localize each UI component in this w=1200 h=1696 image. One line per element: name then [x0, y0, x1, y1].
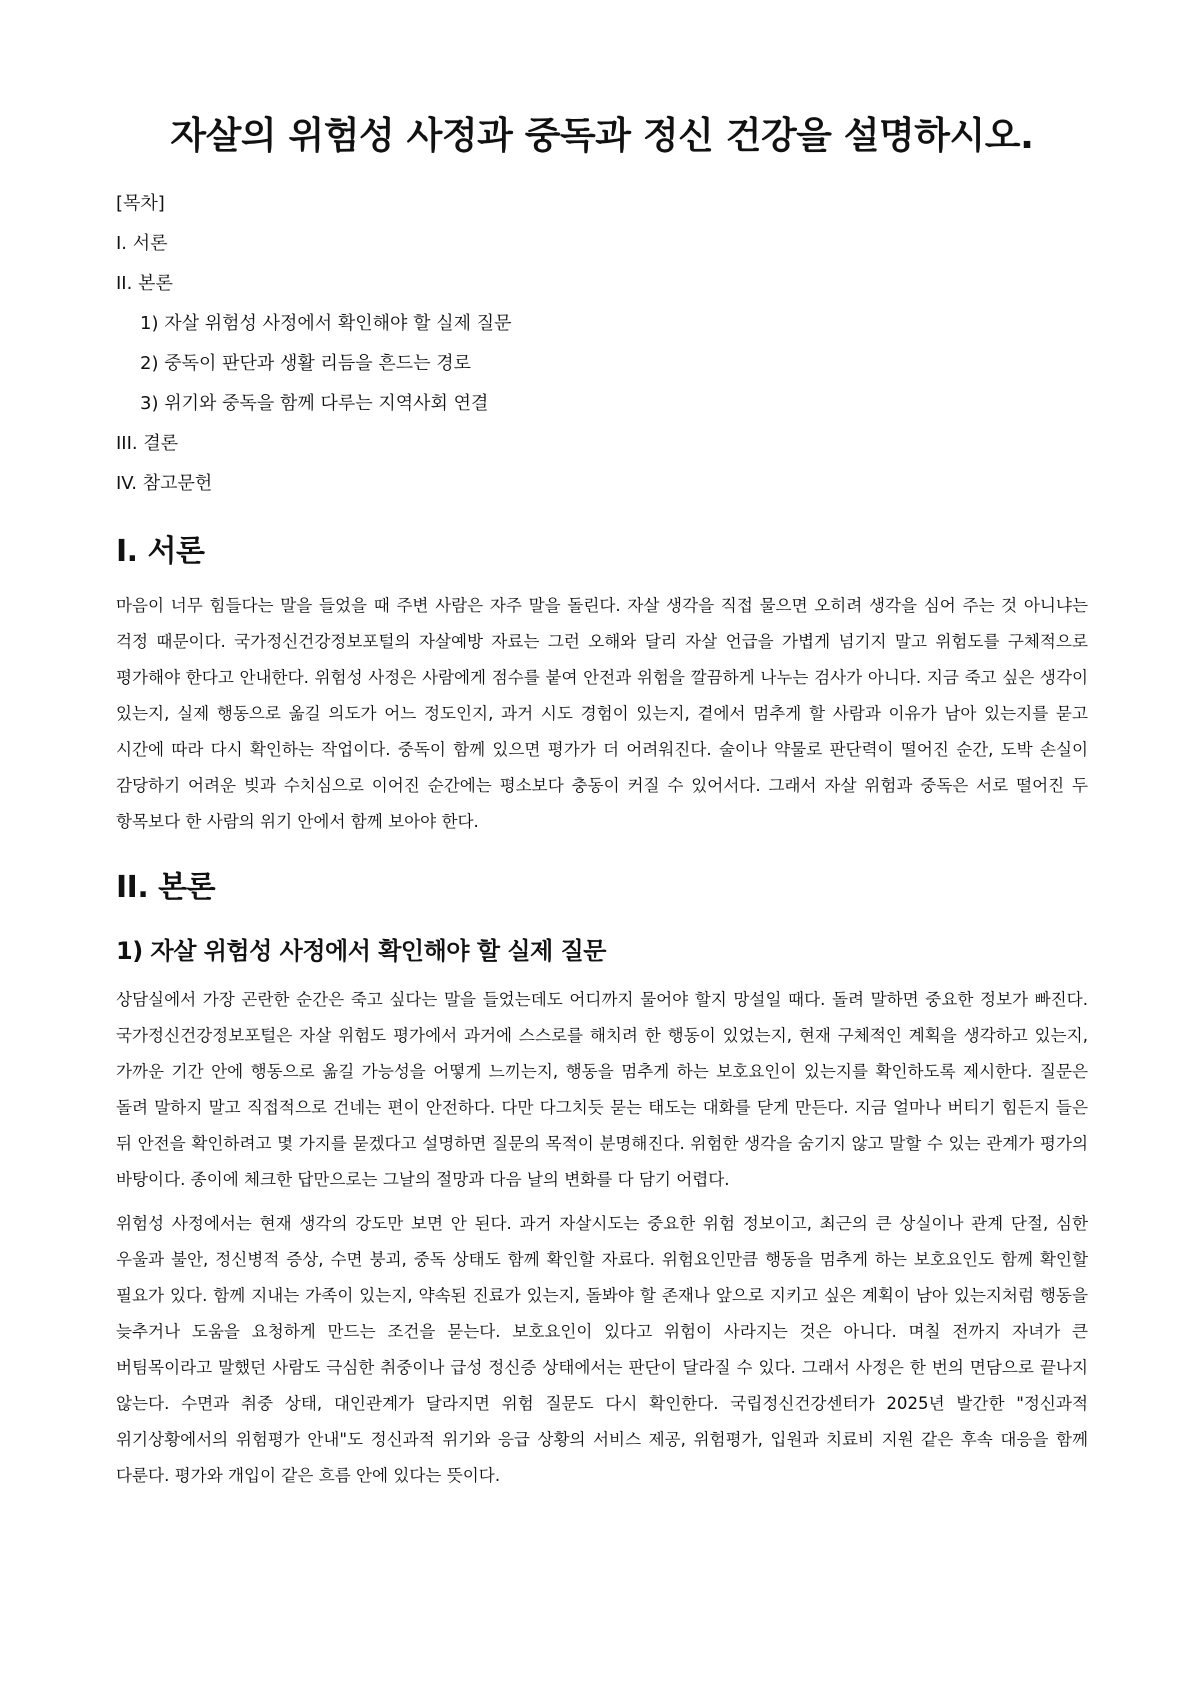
- table-of-contents: [116, 184, 1088, 504]
- body-paragraph: 위험성 사정에서는 현재 생각의 강도만 보면 안 된다. 과거 자살시도는 중요한 위험 정보이고, 최근의 큰 상실이나 관계 단절, 심한 우울과 불안, 정신병적 증상, 수면 붕괴, 중독 상태도 함께 확인할 자료다. 위험요인만큼 행동을 멈추게 하는 보호요인도 함께 확인할 필요가 있다. 함께 지내는 가족이 있는지, 약속된 진료가 있는지, 돌봐야 할 존재나 앞으로 지키고 싶은 계획이 남아 있는지처럼 행동을 늦추거나 도움을 요청하게 만드는 조건을 묻는다. 보호요인이 있다고 위험이 사라지는 것은 아니다. 며칠 전까지 자녀가 큰 버팀목이라고 말했던 사람도 극심한 취중이나 급성 정신증 상태에서는 판단이 달라질 수 있다. 그래서 사정은 한 번의 면담으로 끝나지 않는다. 수면과 취중 상태, 대인관계가 달라지면 위험 질문도 다시 확인한다. 국립정신건강센터가 2025년 발간한 "정신과적 위기상황에서의 위험평가 안내"도 정신과적 위기와 응급 상황의 서비스 제공, 위험평가, 입원과 치료비 지원 같은 후속 대응을 함께 다룬다. 평가와 개입이 같은 흐름 안에 있다는 뜻이다.: [116, 1214, 1088, 1485]
- toc-item: IV. 참고문헌: [116, 473, 213, 494]
- section-heading-body: II. 본론: [116, 870, 216, 905]
- section-heading-intro: I. 서론: [116, 534, 205, 569]
- toc-subitem: 1) 자살 위험성 사정에서 확인해야 할 실제 질문: [140, 313, 512, 334]
- intro-paragraph: 마음이 너무 힘들다는 말을 들었을 때 주변 사람은 자주 말을 돌린다. 자살 생각을 직접 물으면 오히려 생각을 심어 주는 것 아니냐는 걱정 때문이다. 국가정신건강정보포털의 자살예방 자료는 그런 오해와 달리 자살 언급을 가볍게 넘기지 말고 위험도를 구체적으로 평가해야 한다고 안내한다. 위험성 사정은 사람에게 점수를 붙여 안전과 위험을 깔끔하게 나누는 검사가 아니다. 지금 죽고 싶은 생각이 있는지, 실제 행동으로 옮길 의도가 어느 정도인지, 과거 시도 경험이 있는지, 곁에서 멈추게 할 사람과 이유가 남아 있는지를 묻고 시간에 따라 다시 확인하는 작업이다. 중독이 함께 있으면 평가가 더 어려워진다. 술이나 약물로 판단력이 떨어진 순간, 도박 손실이 감당하기 어려운 빚과 수치심으로 이어진 순간에는 평소보다 충동이 커질 수 있어서다. 그래서 자살 위험과 중독은 서로 떨어진 두 항목보다 한 사람의 위기 안에서 함께 보아야 한다.: [116, 596, 1088, 831]
- body-paragraph: 상담실에서 가장 곤란한 순간은 죽고 싶다는 말을 들었는데도 어디까지 물어야 할지 망설일 때다. 돌려 말하면 중요한 정보가 빠진다. 국가정신건강정보포털은 자살 위험도 평가에서 과거에 스스로를 해치려 한 행동이 있었는지, 현재 구체적인 계획을 생각하고 있는지, 가까운 기간 안에 행동으로 옮길 가능성을 어떻게 느끼는지, 행동을 멈추게 하는 보호요인이 있는지를 확인하도록 제시한다. 질문은 돌려 말하지 말고 직접적으로 건네는 편이 안전하다. 다만 다그치듯 묻는 태도는 대화를 닫게 만든다. 지금 얼마나 버티기 힘든지 들은 뒤 안전을 확인하려고 몇 가지를 묻겠다고 설명하면 질문의 목적이 분명해진다. 위험한 생각을 숨기지 않고 말할 수 있는 관계가 평가의 바탕이다. 종이에 체크한 답만으로는 그날의 절망과 다음 날의 변화를 다 담기 어렵다.: [116, 990, 1088, 1189]
- subsection-heading-1: 1) 자살 위험성 사정에서 확인해야 할 실제 질문: [116, 937, 606, 965]
- toc-item: II. 본론: [116, 273, 173, 294]
- toc-item: III. 결론: [116, 433, 179, 454]
- toc-subitem: 3) 위기와 중독을 함께 다루는 지역사회 연결: [140, 393, 489, 414]
- toc-heading: [목차]: [116, 193, 165, 214]
- document-title: 자살의 위험성 사정과 중독과 정신 건강을 설명하시오.: [170, 114, 1034, 157]
- toc-subitem: 2) 중독이 판단과 생활 리듬을 흔드는 경로: [140, 353, 472, 374]
- toc-item: I. 서론: [116, 233, 168, 254]
